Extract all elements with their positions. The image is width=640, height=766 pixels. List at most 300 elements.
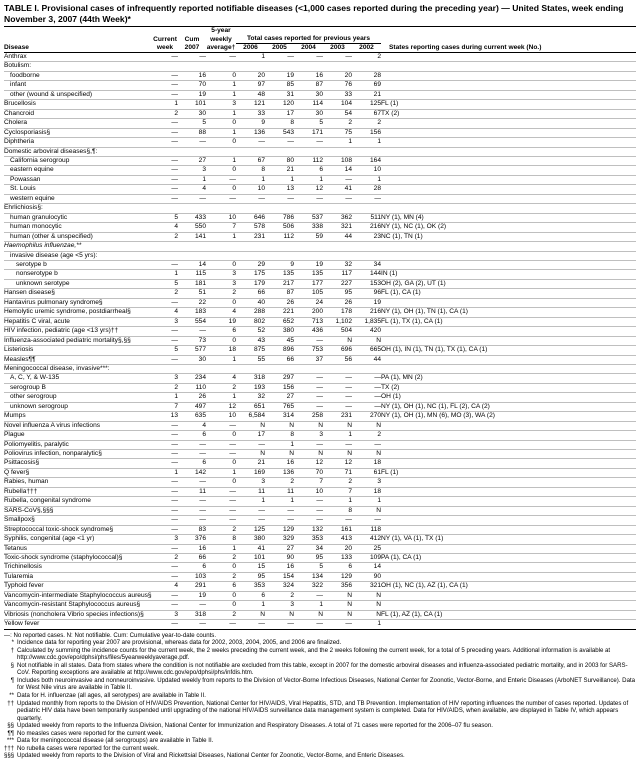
cell-value: 16 bbox=[265, 563, 294, 572]
cell-value: N bbox=[265, 450, 294, 459]
footnote bbox=[4, 677, 636, 692]
states-reporting bbox=[381, 53, 636, 62]
cell-value: 0 bbox=[206, 431, 236, 440]
cell-value: 1 bbox=[236, 601, 265, 610]
cell-value: 17 bbox=[265, 109, 294, 118]
cell-value: — bbox=[265, 194, 294, 203]
table-row bbox=[4, 506, 636, 515]
cell-value: — bbox=[152, 185, 178, 194]
cell-value: N bbox=[352, 336, 381, 345]
cell-value: — bbox=[294, 194, 323, 203]
cell-value bbox=[178, 364, 206, 373]
cell-value: — bbox=[206, 175, 236, 184]
cell-value bbox=[152, 242, 178, 251]
table-row bbox=[4, 204, 636, 213]
cell-value: 96 bbox=[352, 289, 381, 298]
cell-value: — bbox=[178, 138, 206, 147]
cell-value: 2 bbox=[352, 431, 381, 440]
cell-value: 183 bbox=[178, 308, 206, 317]
disease-name: Poliovirus infection, nonparalytic§ bbox=[4, 450, 152, 459]
cell-value: 1 bbox=[206, 544, 236, 553]
cell-value: — bbox=[294, 374, 323, 383]
cell-value: 651 bbox=[236, 402, 265, 411]
cell-value: 1 bbox=[265, 497, 294, 506]
cell-value: — bbox=[323, 175, 352, 184]
cell-value: 231 bbox=[236, 232, 265, 241]
cell-value: — bbox=[152, 166, 178, 175]
table-row bbox=[4, 242, 636, 251]
footnote-text: Updated weekly from reports to the Influenza Division, National Center for Immunization and Respiratory Diseases. A total of 71 cases were reported for the 2006–07 flu season. bbox=[17, 722, 493, 730]
states-reporting: FL (1), AZ (1), CA (1) bbox=[381, 610, 636, 619]
states-reporting bbox=[381, 516, 636, 525]
cell-value: 108 bbox=[323, 156, 352, 165]
footnote-symbol: §§§ bbox=[4, 752, 15, 760]
year-header-2004: 2004 bbox=[294, 44, 323, 53]
cell-value: 88 bbox=[178, 128, 206, 137]
cell-value: — bbox=[152, 90, 178, 99]
cell-value: 33 bbox=[323, 90, 352, 99]
cell-value: 3 bbox=[236, 478, 265, 487]
five-year-header-2: weekly bbox=[210, 35, 232, 43]
states-reporting: FL (1) bbox=[381, 100, 636, 109]
cell-value: 25 bbox=[352, 544, 381, 553]
cell-value: 3 bbox=[152, 610, 178, 619]
table-row bbox=[4, 478, 636, 487]
cell-value: 27 bbox=[265, 393, 294, 402]
states-reporting bbox=[381, 119, 636, 128]
disease-name: Tetanus bbox=[4, 544, 152, 553]
year-header-2006: 2006 bbox=[236, 44, 265, 53]
cell-value: 125 bbox=[352, 100, 381, 109]
cell-value: — bbox=[152, 440, 178, 449]
cell-value: 16 bbox=[294, 71, 323, 80]
cell-value: — bbox=[352, 383, 381, 392]
states-reporting bbox=[381, 364, 636, 373]
cell-value: N bbox=[294, 421, 323, 430]
cell-value: 380 bbox=[236, 535, 265, 544]
cell-value: 0 bbox=[206, 591, 236, 600]
cell-value: — bbox=[294, 591, 323, 600]
footnote-symbol: ††† bbox=[4, 744, 15, 752]
cell-value: 193 bbox=[236, 383, 265, 392]
cell-value: — bbox=[265, 516, 294, 525]
cell-value: 6 bbox=[178, 431, 206, 440]
cell-value: 24 bbox=[294, 298, 323, 307]
cell-value: 97 bbox=[236, 81, 265, 90]
disease-name: Q fever§ bbox=[4, 468, 152, 477]
table-row bbox=[4, 289, 636, 298]
states-reporting: NY (1), VA (1), TX (1) bbox=[381, 535, 636, 544]
cell-value: 12 bbox=[323, 459, 352, 468]
cell-value: N bbox=[236, 610, 265, 619]
cell-value: 3 bbox=[352, 478, 381, 487]
states-reporting bbox=[381, 62, 636, 71]
cell-value: 234 bbox=[178, 374, 206, 383]
cell-value: — bbox=[152, 450, 178, 459]
cell-value: N bbox=[323, 336, 352, 345]
states-reporting bbox=[381, 506, 636, 515]
states-reporting: IN (1) bbox=[381, 270, 636, 279]
cell-value: — bbox=[294, 53, 323, 62]
cell-value: 0 bbox=[206, 71, 236, 80]
cell-value: 0 bbox=[206, 459, 236, 468]
cell-value: 2 bbox=[323, 119, 352, 128]
cell-value: 15 bbox=[236, 563, 265, 572]
cell-value: 713 bbox=[294, 317, 323, 326]
cell-value: 110 bbox=[178, 383, 206, 392]
cell-value: 30 bbox=[294, 109, 323, 118]
table-row bbox=[4, 610, 636, 619]
cell-value: 9 bbox=[236, 119, 265, 128]
states-reporting bbox=[381, 81, 636, 90]
states-reporting bbox=[381, 601, 636, 610]
table-row bbox=[4, 223, 636, 232]
cell-value: — bbox=[323, 402, 352, 411]
cell-value bbox=[323, 204, 352, 213]
disease-name: Syphilis, congenital (age <1 yr) bbox=[4, 535, 152, 544]
table-row bbox=[4, 459, 636, 468]
states-reporting bbox=[381, 251, 636, 260]
disease-name: Measles¶¶ bbox=[4, 355, 152, 364]
cell-value: 101 bbox=[178, 100, 206, 109]
cell-value: 3 bbox=[178, 166, 206, 175]
cell-value: — bbox=[152, 620, 178, 629]
cell-value: — bbox=[206, 421, 236, 430]
cell-value: 129 bbox=[323, 572, 352, 581]
footnote bbox=[4, 730, 636, 738]
cell-value: 3 bbox=[152, 374, 178, 383]
cell-value bbox=[294, 242, 323, 251]
cell-value bbox=[294, 204, 323, 213]
cell-value: 67 bbox=[236, 156, 265, 165]
cell-value: 200 bbox=[294, 308, 323, 317]
cell-value: 0 bbox=[206, 336, 236, 345]
cell-value: 8 bbox=[265, 431, 294, 440]
cell-value bbox=[294, 364, 323, 373]
cell-value: 231 bbox=[323, 412, 352, 421]
cell-value: — bbox=[323, 374, 352, 383]
cell-value: N bbox=[352, 591, 381, 600]
cell-value: N bbox=[236, 421, 265, 430]
cell-value: 5 bbox=[178, 119, 206, 128]
table-row bbox=[4, 582, 636, 591]
cell-value: 32 bbox=[236, 393, 265, 402]
cell-value: 18 bbox=[352, 459, 381, 468]
table-row bbox=[4, 260, 636, 269]
cell-value: — bbox=[294, 138, 323, 147]
table-row bbox=[4, 327, 636, 336]
disease-header: Disease bbox=[4, 44, 152, 53]
table-row bbox=[4, 251, 636, 260]
cell-value: 506 bbox=[265, 223, 294, 232]
cell-value: 1 bbox=[236, 497, 265, 506]
disease-name: Brucellosis bbox=[4, 100, 152, 109]
cell-value: 1 bbox=[152, 270, 178, 279]
cell-value: — bbox=[152, 119, 178, 128]
cell-value: 26 bbox=[178, 393, 206, 402]
table-row bbox=[4, 450, 636, 459]
footnote bbox=[4, 639, 636, 647]
cell-value: — bbox=[152, 336, 178, 345]
cell-value: 28 bbox=[352, 71, 381, 80]
states-reporting bbox=[381, 242, 636, 251]
cell-value: 21 bbox=[265, 166, 294, 175]
cell-value: 324 bbox=[265, 582, 294, 591]
states-reporting bbox=[381, 487, 636, 496]
states-reporting: NY (1), MN (4) bbox=[381, 213, 636, 222]
cell-value: 318 bbox=[178, 610, 206, 619]
table-row bbox=[4, 147, 636, 156]
cell-value: 34 bbox=[352, 260, 381, 269]
cell-value: 4 bbox=[178, 185, 206, 194]
cell-value: 14 bbox=[352, 563, 381, 572]
cell-value: 0 bbox=[206, 119, 236, 128]
disease-name: human granulocytic bbox=[4, 213, 152, 222]
cell-value: 11 bbox=[178, 487, 206, 496]
cell-value: 104 bbox=[323, 100, 352, 109]
cell-value: — bbox=[152, 71, 178, 80]
cum-header-1: Cum bbox=[184, 35, 200, 43]
states-reporting bbox=[381, 355, 636, 364]
cell-value: 1 bbox=[206, 393, 236, 402]
states-header: States reporting cases during current week (No.) bbox=[381, 44, 636, 53]
cell-value: 2 bbox=[152, 109, 178, 118]
cell-value: 66 bbox=[236, 289, 265, 298]
cell-value: 11 bbox=[236, 487, 265, 496]
states-reporting bbox=[381, 260, 636, 269]
cell-value: — bbox=[206, 487, 236, 496]
cell-value: 30 bbox=[178, 109, 206, 118]
cell-value: — bbox=[236, 506, 265, 515]
cell-value: — bbox=[352, 393, 381, 402]
cell-value bbox=[152, 251, 178, 260]
disease-name: nonserotype b bbox=[4, 270, 152, 279]
cell-value: — bbox=[206, 194, 236, 203]
cell-value: 19 bbox=[265, 71, 294, 80]
footnote-text: No rubella cases were reported for the current week. bbox=[17, 744, 159, 752]
table-row bbox=[4, 81, 636, 90]
cell-value: — bbox=[265, 620, 294, 629]
cell-value: — bbox=[152, 525, 178, 534]
cell-value: 156 bbox=[265, 383, 294, 392]
states-reporting: TX (2) bbox=[381, 109, 636, 118]
cell-value: — bbox=[323, 620, 352, 629]
cell-value: 20 bbox=[323, 544, 352, 553]
cell-value: — bbox=[352, 440, 381, 449]
cell-value: 31 bbox=[265, 90, 294, 99]
states-reporting bbox=[381, 298, 636, 307]
cell-value: 10 bbox=[352, 166, 381, 175]
cell-value: 1 bbox=[323, 497, 352, 506]
cell-value: N bbox=[294, 450, 323, 459]
footnote bbox=[4, 700, 636, 723]
disease-name: Haemophilus influenzae,** bbox=[4, 242, 152, 251]
cell-value: 1 bbox=[152, 100, 178, 109]
cell-value: 3 bbox=[152, 535, 178, 544]
cell-value: 5 bbox=[152, 279, 178, 288]
cell-value: 217 bbox=[265, 279, 294, 288]
cell-value: 3 bbox=[294, 431, 323, 440]
cell-value bbox=[265, 62, 294, 71]
cell-value: 314 bbox=[265, 412, 294, 421]
cell-value: N bbox=[294, 610, 323, 619]
cell-value: 117 bbox=[323, 270, 352, 279]
cell-value bbox=[236, 242, 265, 251]
cell-value: 18 bbox=[352, 487, 381, 496]
cell-value: 76 bbox=[323, 81, 352, 90]
cell-value: 321 bbox=[352, 582, 381, 591]
disease-name: invasive disease (age <5 yrs): bbox=[4, 251, 152, 260]
cell-value: 175 bbox=[236, 270, 265, 279]
cell-value: 120 bbox=[265, 100, 294, 109]
cell-value: 635 bbox=[178, 412, 206, 421]
states-reporting bbox=[381, 90, 636, 99]
cell-value: 11 bbox=[265, 487, 294, 496]
cell-value: 112 bbox=[265, 232, 294, 241]
table-row bbox=[4, 544, 636, 553]
disease-name: foodborne bbox=[4, 71, 152, 80]
states-reporting: OH (1) bbox=[381, 393, 636, 402]
cell-value: N bbox=[265, 610, 294, 619]
footnote-text: Data for meningococcal disease (all serogroups) are available in Table II. bbox=[17, 737, 214, 745]
disease-name: Typhoid fever bbox=[4, 582, 152, 591]
cell-value: 87 bbox=[265, 289, 294, 298]
footnote-symbol: ** bbox=[9, 692, 14, 700]
cell-value: 6 bbox=[206, 582, 236, 591]
cell-value: — bbox=[265, 138, 294, 147]
cell-value bbox=[178, 62, 206, 71]
cell-value: 103 bbox=[178, 572, 206, 581]
cell-value: 52 bbox=[236, 327, 265, 336]
cell-value: N bbox=[323, 591, 352, 600]
states-reporting: PA (1), CA (1) bbox=[381, 554, 636, 563]
table-row bbox=[4, 298, 636, 307]
disease-name: St. Louis bbox=[4, 185, 152, 194]
cell-value: 9 bbox=[265, 260, 294, 269]
footnote-text: Updated monthly from reports to the Division of HIV/AIDS Prevention, National Center for HIV/AIDS, Viral Hepatitis, STD, and TB Prevention. Implementation of HIV reporting influences the number of cases reported. Updates of pediatric HIV data have been temporarily suspended until upgrading of the national HIV/AIDS surveillance data management system is completed. Data for HIV/AIDS, when available, are displayed in Table IV, which appears quarterly. bbox=[17, 699, 629, 722]
cell-value: 112 bbox=[294, 156, 323, 165]
cell-value: 142 bbox=[178, 468, 206, 477]
cell-value: 1 bbox=[323, 431, 352, 440]
footnote-text: Not notifiable in all states. Data from states where the condition is not notifiable are excluded from this table, except in 2007 for the domestic arboviral diseases and influenza-associated pediatric mortality, and in 2003 for SARS-CoV. Reporting exceptions are available at http://www.cdc.gov/epo/dphsi/phs/infdis.htm. bbox=[17, 661, 628, 677]
table-row bbox=[4, 213, 636, 222]
cell-value bbox=[265, 242, 294, 251]
cell-value: — bbox=[152, 53, 178, 62]
states-reporting bbox=[381, 327, 636, 336]
cell-value: — bbox=[152, 459, 178, 468]
disease-name: Vancomycin-intermediate Staphylococcus aureus§ bbox=[4, 591, 152, 599]
table-row bbox=[4, 156, 636, 165]
cell-value: 27 bbox=[265, 544, 294, 553]
cell-value: 652 bbox=[265, 317, 294, 326]
disease-name: Hantavirus pulmonary syndrome§ bbox=[4, 298, 152, 307]
cell-value: 44 bbox=[352, 355, 381, 364]
cell-value: 2 bbox=[206, 554, 236, 563]
cell-value: 2 bbox=[352, 119, 381, 128]
footnote-symbol: † bbox=[10, 646, 14, 654]
cell-value: N bbox=[352, 421, 381, 430]
cell-value: 19 bbox=[178, 90, 206, 99]
cell-value: 3 bbox=[206, 100, 236, 109]
cell-value: 3 bbox=[206, 279, 236, 288]
disease-name: other (wound & unspecified) bbox=[4, 90, 152, 99]
states-reporting bbox=[381, 128, 636, 137]
cell-value: 73 bbox=[178, 336, 206, 345]
cell-value: 70 bbox=[294, 468, 323, 477]
cell-value: 6 bbox=[206, 327, 236, 336]
cell-value: 13 bbox=[265, 185, 294, 194]
footnote bbox=[4, 647, 636, 662]
disease-name: eastern equine bbox=[4, 166, 152, 175]
cell-value: 19 bbox=[178, 591, 206, 600]
cell-value: 436 bbox=[294, 327, 323, 336]
cell-value: — bbox=[152, 260, 178, 269]
states-reporting bbox=[381, 440, 636, 449]
previous-years-header: Total cases reported for previous years bbox=[236, 35, 381, 44]
disease-name: Rubella, congenital syndrome bbox=[4, 497, 152, 506]
cell-value: 2 bbox=[265, 591, 294, 600]
cell-value: 41 bbox=[236, 544, 265, 553]
disease-name: Hansen disease§ bbox=[4, 289, 152, 298]
cell-value bbox=[206, 204, 236, 213]
states-reporting bbox=[381, 572, 636, 581]
cell-value bbox=[178, 251, 206, 260]
cell-value: 1 bbox=[206, 232, 236, 241]
cell-value: 19 bbox=[206, 317, 236, 326]
cell-value: 32 bbox=[323, 260, 352, 269]
table-row bbox=[4, 412, 636, 421]
states-reporting bbox=[381, 450, 636, 459]
cell-value: 70 bbox=[178, 81, 206, 90]
cell-value: 221 bbox=[265, 308, 294, 317]
cell-value: — bbox=[294, 497, 323, 506]
cell-value: 338 bbox=[294, 223, 323, 232]
cell-value: N bbox=[352, 506, 381, 515]
states-reporting bbox=[381, 459, 636, 468]
table-row bbox=[4, 270, 636, 279]
table-row bbox=[4, 100, 636, 109]
cell-value: 321 bbox=[323, 223, 352, 232]
year-header-2002: 2002 bbox=[352, 44, 381, 53]
cell-value: 1 bbox=[294, 175, 323, 184]
disease-name: Smallpox§ bbox=[4, 516, 152, 525]
cell-value: 5 bbox=[152, 213, 178, 222]
cell-value: 3 bbox=[265, 601, 294, 610]
cell-value: — bbox=[352, 194, 381, 203]
cell-value: 132 bbox=[294, 525, 323, 534]
cell-value: N bbox=[352, 450, 381, 459]
cell-value: — bbox=[152, 431, 178, 440]
cell-value: — bbox=[152, 138, 178, 147]
disease-name: Meningococcal disease, invasive***: bbox=[4, 364, 152, 373]
cell-value: 177 bbox=[294, 279, 323, 288]
cell-value: 1 bbox=[206, 90, 236, 99]
cell-value: — bbox=[323, 440, 352, 449]
cell-value: 362 bbox=[323, 213, 352, 222]
cell-value: 34 bbox=[294, 544, 323, 553]
disease-name: infant bbox=[4, 81, 152, 90]
disease-name: Plague bbox=[4, 431, 152, 440]
cell-value: 353 bbox=[236, 582, 265, 591]
cell-value: 329 bbox=[265, 535, 294, 544]
disease-name: Cyclosporiasis§ bbox=[4, 128, 152, 137]
cell-value: 20 bbox=[323, 71, 352, 80]
cell-value bbox=[152, 147, 178, 156]
cell-value: 420 bbox=[352, 327, 381, 336]
cell-value: 75 bbox=[323, 128, 352, 137]
footnote bbox=[4, 745, 636, 753]
table-row bbox=[4, 166, 636, 175]
